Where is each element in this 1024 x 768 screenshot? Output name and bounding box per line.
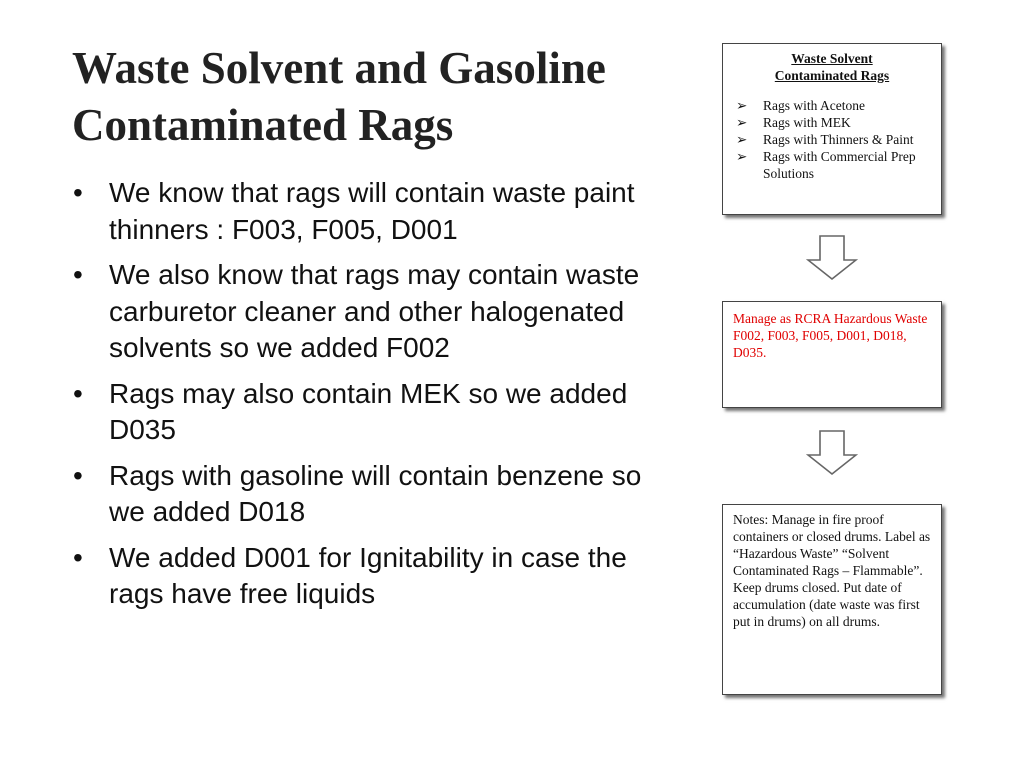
rag-type-item <box>733 97 931 114</box>
rag-type-item <box>733 131 931 148</box>
bullet-item: • Rags may also contain MEK so we added D035 <box>72 376 662 449</box>
bullet-list <box>72 175 662 622</box>
rag-type-item <box>733 148 931 182</box>
arrowhead-bullet-icon: ➢ <box>736 115 748 130</box>
bullet-item: • We know that rags will contain waste paint thinners : F003, F005, D001 <box>72 175 662 248</box>
arrowhead-bullet-icon: ➢ <box>736 149 748 164</box>
rag-type-label: Rags with Acetone <box>763 98 865 113</box>
bullet-item: • Rags with gasoline will contain benzene so we added D018 <box>72 458 662 531</box>
rag-type-label: Rags with Commercial Prep Solutions <box>763 149 916 181</box>
slide-title: Waste Solvent and Gasoline Contaminated Rags <box>72 43 606 150</box>
rag-type-item <box>733 114 931 131</box>
box-heading <box>733 50 931 84</box>
down-arrow-icon <box>806 235 858 281</box>
bullet-item: • We also know that rags may contain waste carburetor cleaner and other halogenated solvents so we added F002 <box>72 257 662 367</box>
rag-type-list <box>733 97 931 182</box>
flowchart-box-rcra-classification: Manage as RCRA Hazardous Waste F002, F003, F005, D001, D018, D035. <box>722 301 942 408</box>
box-heading-line: Contaminated Rags <box>774 68 890 83</box>
rag-type-label: Rags with Thinners & Paint <box>763 132 914 147</box>
flowchart-box-rag-types <box>722 43 942 215</box>
rag-type-label: Rags with MEK <box>763 115 851 130</box>
arrowhead-bullet-icon: ➢ <box>736 132 748 147</box>
flowchart-box-notes: Notes: Manage in fire proof containers or closed drums. Label as “Hazardous Waste” “Solvent Contaminated Rags – Flammable”. Keep drums closed. Put date of accumulation (date waste was first put in drums) on all drums. <box>722 504 942 695</box>
bullet-item: • We added D001 for Ignitability in case the rags have free liquids <box>72 540 662 613</box>
down-arrow-icon <box>806 430 858 476</box>
box-heading-line: Waste Solvent <box>791 51 873 66</box>
arrowhead-bullet-icon: ➢ <box>736 98 748 113</box>
